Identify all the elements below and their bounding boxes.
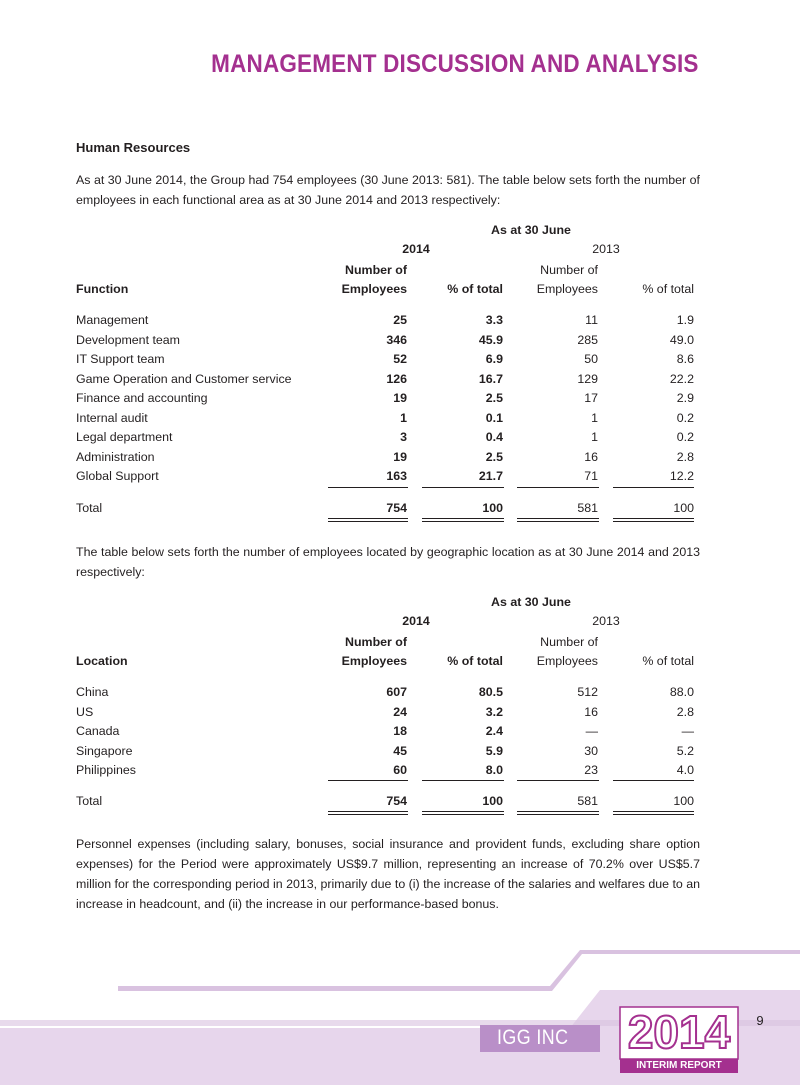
subtotal-rule [328, 780, 408, 781]
col-label-heading: Location [76, 654, 128, 668]
subtotal-rule [422, 487, 504, 488]
cell-value: 346 [386, 332, 407, 347]
cell-value: 2.8 [676, 449, 694, 464]
table-row [76, 721, 700, 741]
cell-value: 30 [584, 743, 598, 758]
logo-caption: INTERIM REPORT [636, 1060, 722, 1071]
location-table [76, 592, 700, 827]
table-row [76, 310, 700, 330]
row-label: Game Operation and Customer service [76, 371, 292, 386]
cell-value: 0.2 [676, 410, 694, 425]
cell-value: 754 [386, 794, 407, 808]
col-number-heading: Number of [345, 635, 407, 649]
cell-value: 5.2 [676, 743, 694, 758]
cell-value: 512 [577, 685, 598, 699]
cell-value: 25 [393, 313, 407, 327]
cell-value: 3 [400, 430, 407, 444]
total-double-rule [517, 518, 599, 522]
cell-value: 2.5 [485, 391, 503, 405]
cell-value: 23 [584, 763, 598, 777]
period-heading: As at 30 June [491, 595, 571, 609]
cell-value: 16 [584, 704, 598, 719]
year-current-heading: 2014 [402, 242, 430, 256]
subtotal-rule [422, 780, 504, 781]
col-number-heading: Number of [345, 263, 407, 277]
col-pct-heading: % of total [447, 282, 503, 296]
col-number-heading: Employees [536, 282, 598, 296]
cell-value: 581 [577, 794, 598, 808]
col-number-heading: Employees [536, 654, 598, 668]
cell-value: 60 [393, 763, 407, 777]
cell-value: 4.0 [676, 763, 694, 777]
cell-value: 100 [482, 501, 503, 515]
col-label-heading: Function [76, 282, 129, 296]
cell-value: 0.1 [485, 410, 503, 425]
cell-value: 129 [577, 371, 598, 386]
row-label: Singapore [76, 743, 133, 758]
col-number-heading: Employees [341, 282, 407, 296]
section-heading: Human Resources [76, 140, 191, 155]
year-current-heading: 2014 [402, 614, 430, 628]
row-label: US [76, 704, 94, 719]
table-row [76, 349, 700, 369]
table-row [76, 741, 700, 761]
cell-value: 50 [584, 352, 598, 366]
table-row [76, 369, 700, 389]
table-row [76, 388, 700, 408]
page-number: 9 [756, 1013, 764, 1028]
cell-value: 2.5 [485, 449, 503, 464]
col-number-heading: Number of [540, 635, 598, 649]
row-label: China [76, 685, 109, 699]
row-label: Total [76, 501, 103, 515]
col-pct-heading: % of total [642, 282, 694, 296]
logo-year: 2014 [627, 1006, 731, 1058]
function-table [76, 220, 700, 525]
cell-value: 45 [393, 743, 407, 758]
table-row [76, 408, 700, 428]
total-double-rule [422, 811, 504, 815]
cell-value: 1.9 [676, 313, 694, 327]
cell-value: 163 [386, 469, 407, 483]
total-double-rule [517, 811, 599, 815]
cell-value: 3.3 [485, 313, 503, 327]
cell-value: 88.0 [669, 685, 694, 699]
col-pct-heading: % of total [447, 654, 503, 668]
total-row [76, 791, 700, 811]
row-label: Global Support [76, 469, 159, 483]
total-double-rule [613, 518, 694, 522]
page-footer [0, 940, 800, 1085]
cell-value: 0.2 [676, 430, 694, 444]
middle-paragraph: The table below sets forth the number of employees located by geographic location as at 30 June 2014 and 2013 respectively: [76, 545, 700, 579]
cell-value: 2.4 [485, 724, 503, 738]
total-row [76, 498, 700, 518]
cell-value: 16 [584, 449, 598, 464]
cell-value: 607 [386, 685, 407, 699]
row-label: Philippines [76, 763, 136, 777]
intro-paragraph: As at 30 June 2014, the Group had 754 employees (30 June 2013: 581). The table below sets forth the number of employees in each functional area as at 30 June 2014 and 2013 respectively: [76, 173, 700, 207]
year-prior-heading: 2013 [592, 614, 620, 628]
cell-value: 100 [673, 501, 694, 515]
year-prior-heading: 2013 [592, 242, 620, 256]
cell-value: 6.9 [485, 352, 503, 366]
table-row [76, 466, 700, 486]
row-label: Total [76, 794, 103, 808]
total-double-rule [613, 811, 694, 815]
cell-value: 100 [673, 794, 694, 808]
cell-value: 100 [482, 794, 503, 808]
cell-value: 49.0 [669, 332, 694, 347]
table-row [76, 427, 700, 447]
cell-value: 2.9 [676, 391, 694, 405]
cell-value: — [585, 724, 598, 738]
col-pct-heading: % of total [642, 654, 694, 668]
cell-value: 22.2 [669, 371, 694, 386]
row-label: IT Support team [76, 352, 165, 366]
subtotal-rule [613, 487, 694, 488]
table-row [76, 760, 700, 780]
cell-value: 1 [591, 430, 598, 444]
company-name: IGG INC [497, 1026, 569, 1049]
cell-value: 581 [577, 501, 598, 515]
cell-value: 80.5 [478, 685, 503, 699]
table-row [76, 682, 700, 702]
cell-value: 1 [400, 410, 407, 425]
row-label: Finance and accounting [76, 391, 208, 405]
cell-value: 754 [386, 501, 407, 515]
cell-value: 18 [393, 724, 407, 738]
row-label: Canada [76, 724, 120, 738]
cell-value: 17 [584, 391, 598, 405]
cell-value: 24 [393, 704, 407, 719]
table-row [76, 330, 700, 350]
row-label: Development team [76, 332, 180, 347]
cell-value: 3.2 [485, 704, 503, 719]
cell-value: 19 [393, 391, 407, 405]
cell-value: 16.7 [478, 371, 503, 386]
subtotal-rule [517, 487, 599, 488]
page-title: MANAGEMENT DISCUSSION AND ANALYSIS [211, 50, 699, 78]
cell-value: 19 [393, 449, 407, 464]
cell-value: 5.9 [485, 743, 503, 758]
subtotal-rule [613, 780, 694, 781]
total-double-rule [328, 811, 408, 815]
cell-value: 11 [585, 313, 598, 327]
cell-value: 2.8 [676, 704, 694, 719]
total-double-rule [422, 518, 504, 522]
col-number-heading: Number of [540, 263, 598, 277]
cell-value: 12.2 [669, 469, 694, 483]
cell-value: 21.7 [478, 469, 503, 483]
cell-value: — [681, 724, 694, 738]
cell-value: 8.6 [676, 352, 694, 366]
col-number-heading: Employees [341, 654, 407, 668]
row-label: Management [76, 313, 149, 327]
cell-value: 8.0 [485, 763, 503, 777]
subtotal-rule [517, 780, 599, 781]
cell-value: 285 [577, 332, 598, 347]
closing-paragraph: Personnel expenses (including salary, bonuses, social insurance and provident funds, excluding share option expenses) for the Period were approximately US$9.7 million, representing an increase of 70.2% over US$5.7 million for the corresponding period in 2013, primarily due to (i) the increase of the salaries and welfares due to an increase in headcount, and (ii) the increase in our performance-based bonus. [76, 837, 701, 911]
subtotal-rule [328, 487, 408, 488]
cell-value: 52 [393, 352, 407, 366]
row-label: Administration [76, 449, 155, 464]
cell-value: 1 [591, 410, 598, 425]
row-label: Internal audit [76, 410, 148, 425]
table-row [76, 702, 700, 722]
cell-value: 126 [386, 371, 407, 386]
total-double-rule [328, 518, 408, 522]
period-heading: As at 30 June [491, 223, 571, 237]
cell-value: 71 [584, 469, 598, 483]
cell-value: 0.4 [485, 430, 503, 444]
row-label: Legal department [76, 430, 173, 444]
table-row [76, 447, 700, 467]
cell-value: 45.9 [478, 332, 503, 347]
